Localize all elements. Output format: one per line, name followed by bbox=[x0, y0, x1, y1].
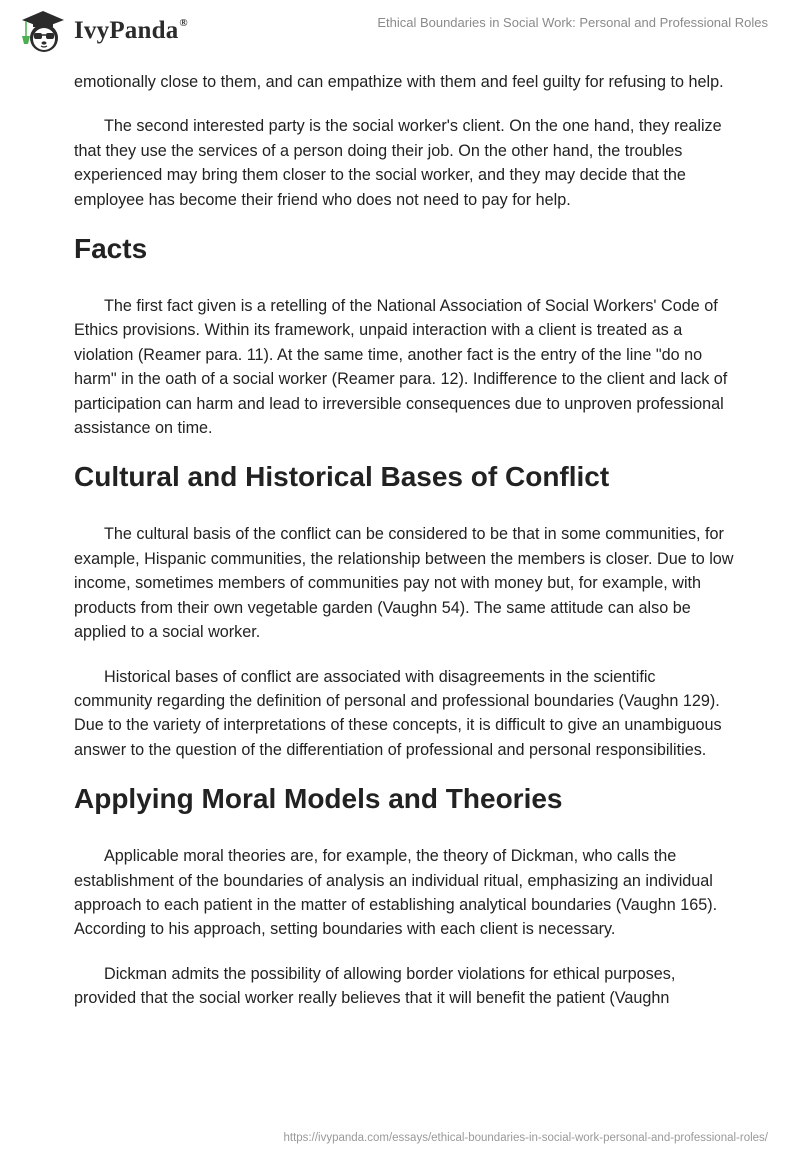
paragraph-historical: Historical bases of conflict are associated with disagreements in the scientific community regarding the definition of personal and professional boundaries (Vaughn 129). Due to the variety of interpretations of these concepts, it is difficult to give an unambiguous answer to the question of the differentiation of professional and personal responsibilities. bbox=[74, 667, 722, 759]
heading-facts: Facts bbox=[74, 233, 148, 265]
source-url[interactable]: https://ivypanda.com/essays/ethical-boundaries-in-social-work-personal-and-professional-roles/ bbox=[283, 1132, 768, 1144]
panda-graduate-icon bbox=[18, 8, 68, 54]
ivypanda-logo[interactable] bbox=[18, 8, 188, 54]
paragraph-cultural: The cultural basis of the conflict can be considered to be that in some communities, for example, Hispanic communities, the relationship between the members is closer. Due to low income, sometimes members of communities pay not with money but, for example, with products from their own vegetable garden (Vaughn 54). The same attitude can also be applied to a social worker. bbox=[74, 525, 734, 642]
essay-body bbox=[74, 70, 734, 1011]
page-header bbox=[0, 0, 800, 60]
paragraph-facts: The first fact given is a retelling of the National Association of Social Workers' Code of Ethics provisions. Within its framework, unpaid interaction with a client is treated as a violation (Reamer para. 11). At the same time, another fact is the entry of the line "do no harm" in the oath of a social worker (Reamer para. 12). Indifference to the client and lack of participation can harm and lead to irreversible consequences due to unproven professional assistance on time. bbox=[74, 297, 728, 438]
paragraph-dickman: Dickman admits the possibility of allowing border violations for ethical purposes, provided that the social worker really believes that it will benefit the patient (Vaughn bbox=[74, 964, 676, 1008]
paragraph-client: The second interested party is the social worker's client. On the one hand, they realize that they use the services of a person doing their job. On the other hand, the troubles experienced may bring them closer to the social worker, and they may decide that the employee has become their friend who does not need to pay for help. bbox=[74, 117, 722, 209]
paragraph-moral-theories: Applicable moral theories are, for example, the theory of Dickman, who calls the establishment of the boundaries of analysis an individual ritual, emphasizing an individual approach to each patient in the matter of establishing analytical boundaries (Vaughn 165). According to his approach, setting boundaries with each client is necessary. bbox=[74, 847, 718, 939]
heading-cultural-historical: Cultural and Historical Bases of Conflict bbox=[74, 461, 610, 493]
heading-moral-models: Applying Moral Models and Theories bbox=[74, 783, 563, 815]
document-title: Ethical Boundaries in Social Work: Personal and Professional Roles bbox=[377, 15, 768, 30]
paragraph-continued: emotionally close to them, and can empathize with them and feel guilty for refusing to help. bbox=[74, 73, 724, 91]
brand-name: IvyPanda® bbox=[74, 17, 188, 44]
